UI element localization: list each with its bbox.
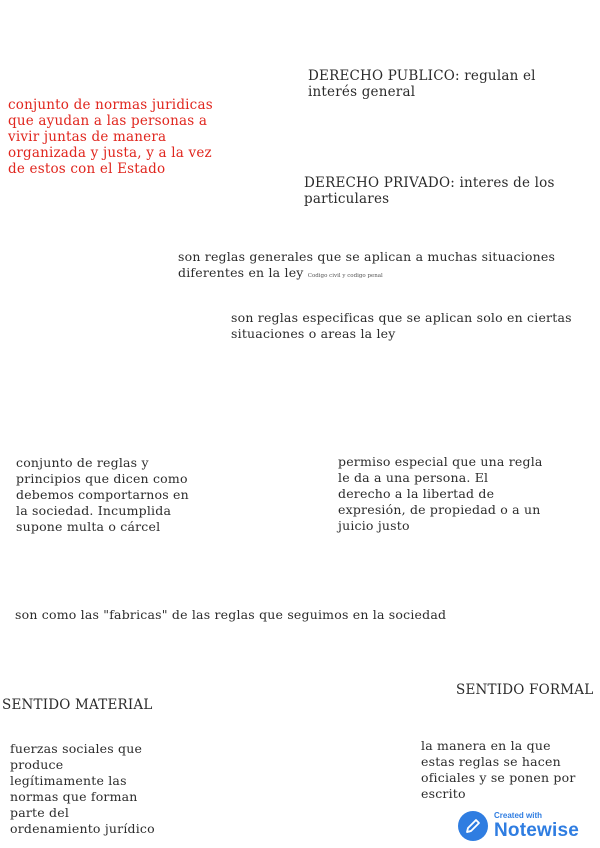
reglas-generales-annotation: Codigo civil y codigo penal (307, 273, 383, 279)
derecho-privado-note: DERECHO PRIVADO: interes de los particulares (304, 175, 555, 207)
created-with-label: Created with (494, 811, 543, 820)
reglas-especificas-note: son reglas especificas que se aplican solo en ciertas situaciones o areas la ley (231, 310, 572, 341)
reglas-generales-text: son reglas generales que se aplican a muchas situaciones diferentes en la ley (178, 249, 556, 280)
fuerzas-sociales-note: fuerzas sociales que produce legítimamente las normas que forman parte del ordenamiento jurídico (10, 741, 155, 836)
sentido-formal-heading: SENTIDO FORMAL (456, 682, 594, 698)
derecho-publico-note: DERECHO PUBLICO: regulan el interés general (308, 68, 536, 100)
fabricas-note: son como las "fabricas" de las reglas que seguimos en la sociedad (15, 607, 447, 622)
reglas-generales-note (178, 249, 570, 284)
manera-oficial-note: la manera en la que estas reglas se hacen oficiales y se ponen por escrito (421, 738, 576, 801)
notewise-brand-name: Notewise (494, 820, 580, 841)
notewise-watermark (458, 810, 594, 842)
reglas-comportamiento-note: conjunto de reglas y principios que dicen como debemos comportarnos en la sociedad. Incumplida supone multa o cárcel (16, 455, 189, 534)
permiso-especial-note: permiso especial que una regla le da a una persona. El derecho a la libertad de expresión, de propiedad o a un juicio justo (338, 454, 543, 533)
pen-icon (458, 811, 488, 841)
derecho-definicion-note: conjunto de normas juridicas que ayudan a las personas a vivir juntas de manera organizada y justa, y a la vez de estos con el Estado (8, 97, 213, 177)
sentido-material-heading: SENTIDO MATERIAL (2, 697, 153, 713)
